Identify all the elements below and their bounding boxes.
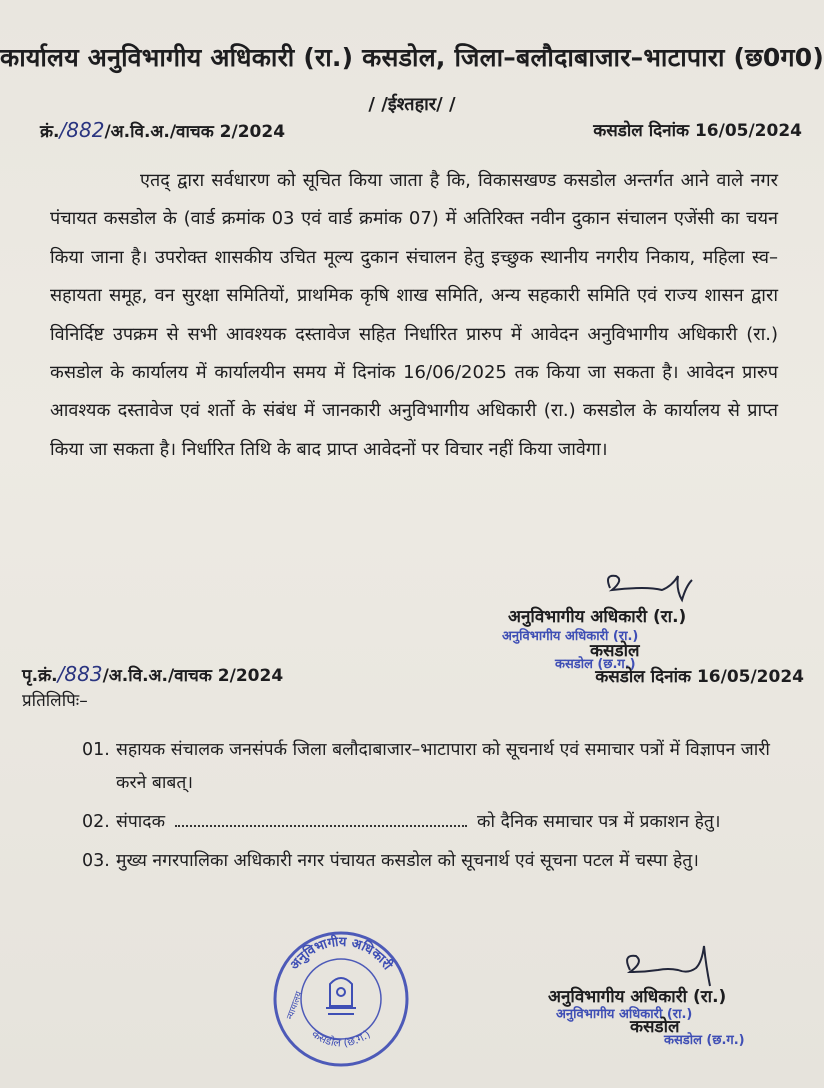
- seal-top-text: अनुविभागीय अधिकारी: [287, 934, 395, 973]
- notice-body: [50, 162, 778, 469]
- reference-number-2: [22, 662, 283, 686]
- ref1-suffix: /अ.वि.अ./वाचक 2/2024: [104, 122, 286, 142]
- signature-2-stamp-line1: अनुविभागीय अधिकारी (रा.): [556, 1007, 693, 1022]
- signature-1-stamp-line1: अनुविभागीय अधिकारी (रा.): [502, 629, 639, 644]
- ref2-suffix: /अ.वि.अ./वाचक 2/2024: [102, 666, 284, 686]
- list-item-text: सहायक संचालक जनसंपर्क जिला बलौदाबाजार–भाटापारा को सूचनार्थ एवं समाचार पत्रों में विज्ञापन जारी करने बाबत्।: [116, 740, 770, 793]
- svg-text:अनुविभागीय अधिकारी: [287, 934, 395, 974]
- signature-1-stamp-line2: कसडोल (छ.ग.): [555, 657, 636, 672]
- seal-bottom-text: कसडोल (छ.ग.): [309, 1027, 373, 1050]
- svg-text:कसडोल (छ.ग.): [309, 1027, 373, 1049]
- list-item: [82, 734, 772, 800]
- list-item: [82, 845, 772, 878]
- office-title: कार्यालय अनुविभागीय अधिकारी (रा.) कसडोल, जिला–बलौदाबाजार–भाटापारा (छ0ग0): [0, 43, 824, 72]
- list-item-number: 01.: [82, 740, 110, 760]
- editor-text: को दैनिक समाचार पत्र में प्रकाशन हेतु।: [477, 812, 721, 832]
- notice-heading: / /ईश्तहार/ /: [368, 94, 456, 115]
- ref2-prefix: पृ.क्रं.: [22, 666, 58, 686]
- ref2-date: कसडोल दिनांक 16/05/2024: [595, 667, 804, 687]
- office-seal: [270, 928, 412, 1070]
- list-item-number: 03.: [82, 851, 110, 871]
- signature-1-place: कसडोल: [590, 641, 640, 661]
- list-item-number: 02.: [82, 812, 110, 832]
- ref1-date: कसडोल दिनांक 16/05/2024: [593, 121, 802, 141]
- ref2-handwritten-number: /883: [57, 662, 103, 686]
- seal-left-text: न्यायालय: [285, 990, 305, 1022]
- signature-2-stamp-line2: कसडोल (छ.ग.): [664, 1033, 745, 1048]
- signature-1-scribble: [596, 568, 706, 608]
- list-item: [82, 806, 772, 839]
- blank-dotted-line: [175, 811, 467, 827]
- notice-paragraph: एतद् द्वारा सर्वधारण को सूचित किया जाता है कि, विकासखण्ड कसडोल अन्तर्गत आने वाले नगर पंचायत कसडोल के (वार्ड क्रमांक 03 एवं वार्ड क्रमांक 07) में अतिरिक्त नवीन दुकान संचालन एजेंसी का चयन किया जाना है। उपरोक्त शासकीय उचित मूल्य दुकान संचालन हेतु इच्छुक स्थानीय नगरीय निकाय, महिला स्व–सहायता समूह, वन सुरक्षा समितियों, प्राथमिक कृषि शाख समिति, अन्य सहकारी समिति एवं राज्य शासन द्वारा विनिर्दिष्ट उपक्रम से सभी आवश्यक दस्तावेज सहित निर्धारित प्रारुप में आवेदन अनुविभागीय अधिकारी (रा.) कसडोल के कार्यालय में कार्यालयीन समय में दिनांक 16/06/2025 तक किया जा सकता है। आवेदन प्रारुप आवश्यक दस्तावेज एवं शर्तो के संबंध में जानकारी अनुविभागीय अधिकारी (रा.) कसडोल के कार्यालय से प्राप्त किया जा सकता है। निर्धारित तिथि के बाद प्राप्त आवेदनों पर विचार नहीं किया जावेगा।: [50, 170, 778, 460]
- signature-1-designation: अनुविभागीय अधिकारी (रा.): [508, 607, 687, 627]
- signature-2-place: कसडोल: [630, 1017, 680, 1037]
- ref1-prefix: क्रं.: [40, 122, 60, 142]
- list-item-text: मुख्य नगरपालिका अधिकारी नगर पंचायत कसडोल को सूचनार्थ एवं सूचना पटल में चस्पा हेतु।: [116, 851, 699, 871]
- signature-2-designation: अनुविभागीय अधिकारी (रा.): [548, 987, 727, 1007]
- list-item-text: [116, 806, 772, 839]
- ref1-handwritten-number: /882: [59, 118, 105, 142]
- copy-list: [82, 734, 772, 878]
- editor-label: संपादक: [116, 812, 166, 832]
- reference-number-1: [40, 118, 285, 142]
- emblem-icon: [326, 978, 356, 1014]
- copy-label: प्रतिलिपिः–: [22, 691, 88, 711]
